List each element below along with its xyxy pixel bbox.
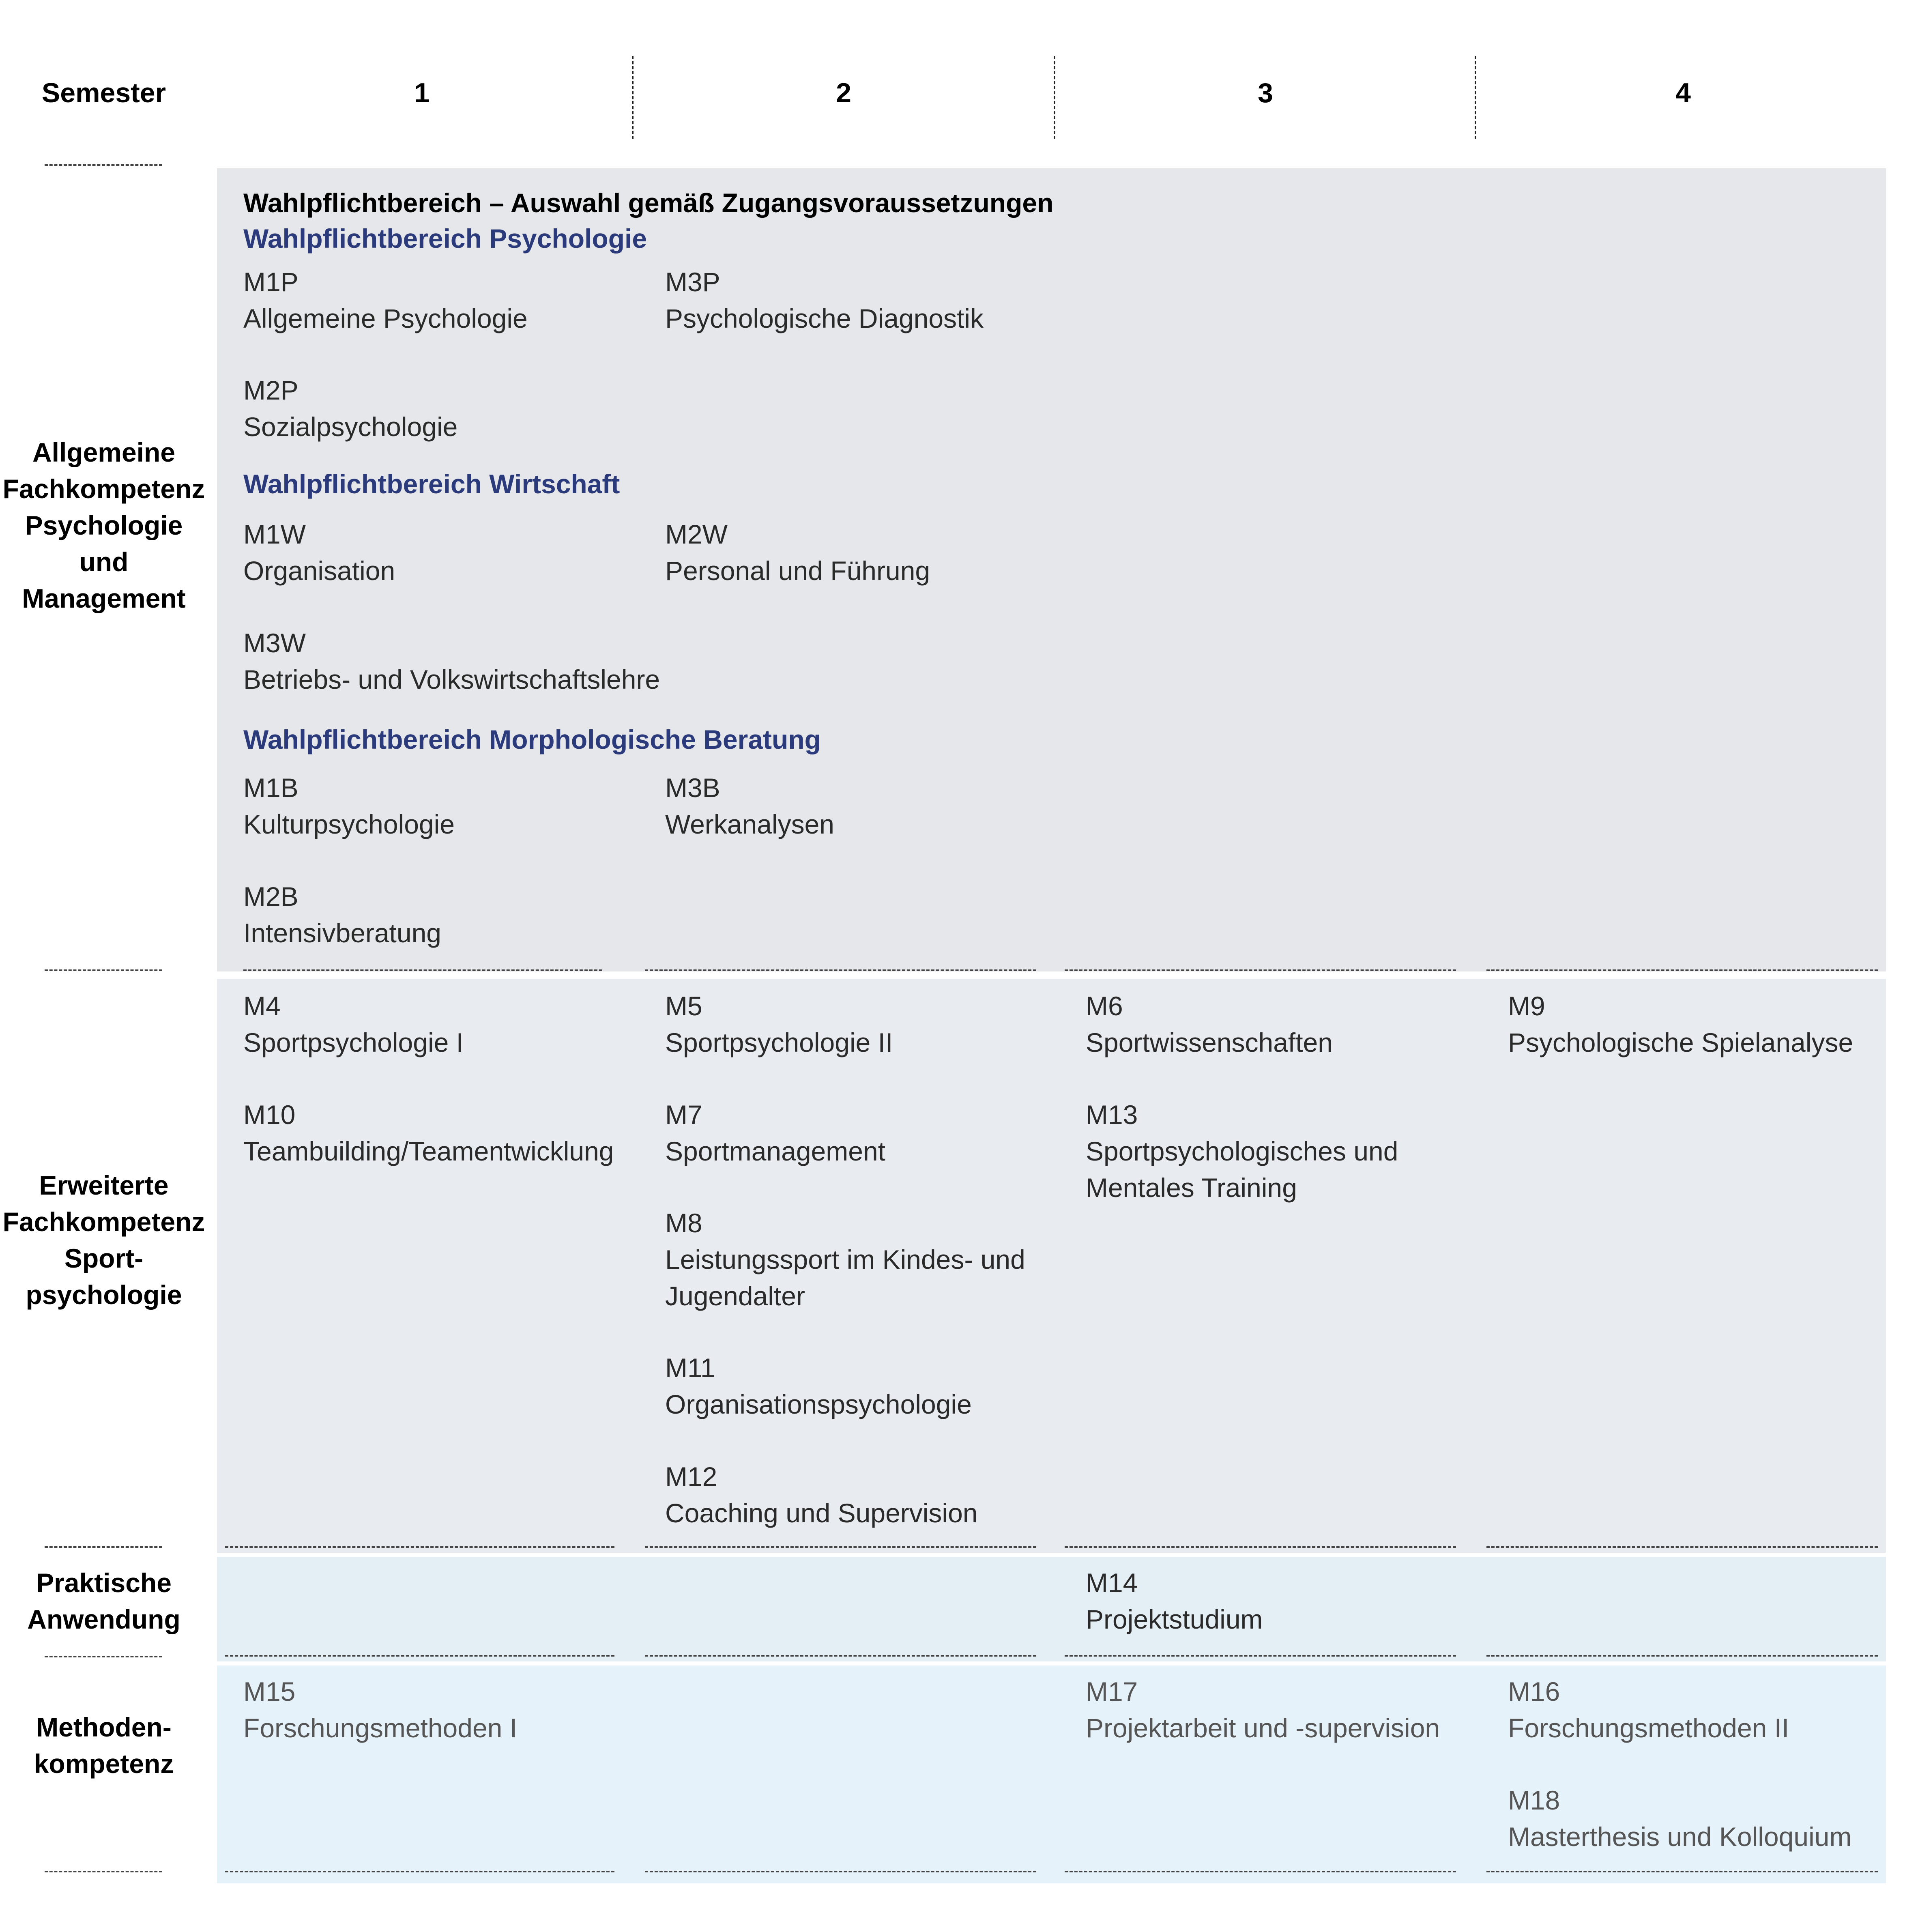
- semester-label: Semester: [41, 77, 166, 108]
- cell-separator: [1065, 1871, 1456, 1872]
- row-label-praktische: Praktische Anwendung: [27, 1568, 180, 1634]
- cell-separator: [1065, 1546, 1456, 1548]
- row-separator: [45, 969, 162, 971]
- module-m13: M13 Sportpsychologisches und Mentales Training: [1086, 1100, 1398, 1203]
- cell-separator: [645, 969, 1036, 971]
- wahlpflicht-title: Wahlpflichtbereich – Auswahl gemäß Zugangsvoraussetzungen: [243, 188, 1054, 218]
- module-m3w: M3W Betriebs- und Volkswirtschaftslehre: [243, 628, 660, 694]
- semester-3: 3: [1258, 77, 1273, 108]
- semester-2: 2: [836, 77, 851, 108]
- cell-separator: [1065, 1655, 1456, 1657]
- cell-separator: [645, 1871, 1036, 1872]
- semester-1: 1: [414, 77, 430, 108]
- module-m1p: M1P Allgemeine Psychologie: [243, 267, 528, 333]
- cell-separator: [645, 1546, 1036, 1548]
- semester-4: 4: [1675, 77, 1691, 108]
- module-m10: M10 Teambuilding/Teamentwicklung: [243, 1100, 614, 1166]
- module-m7: M7 Sportmanagement: [665, 1100, 885, 1166]
- cell-separator: [243, 969, 602, 971]
- heading-psychologie: Wahlpflichtbereich Psychologie: [243, 224, 647, 254]
- module-m3b: M3B Werkanalysen: [665, 773, 834, 839]
- module-m2p: M2P Sozialpsychologie: [243, 375, 458, 442]
- praxis-block: [217, 1557, 1886, 1661]
- row-label-methoden: Methoden- kompetenz: [34, 1712, 174, 1779]
- module-m14: M14 Projektstudium: [1086, 1568, 1263, 1634]
- module-m3p: M3P Psychologische Diagnostik: [665, 267, 984, 333]
- sport-block: [217, 979, 1886, 1553]
- module-m5: M5 Sportpsychologie II: [665, 991, 893, 1057]
- cell-separator: [1486, 1546, 1878, 1548]
- module-m1b: M1B Kulturpsychologie: [243, 773, 455, 839]
- row-separator: [45, 1656, 162, 1657]
- module-m4: M4 Sportpsychologie I: [243, 991, 464, 1057]
- cell-separator: [225, 1546, 614, 1548]
- module-m17: M17 Projektarbeit und -supervision: [1086, 1676, 1440, 1743]
- row-separator: [45, 1871, 162, 1872]
- cell-separator: [1486, 969, 1878, 971]
- cell-separator: [645, 1655, 1036, 1657]
- module-m8: M8 Leistungssport im Kindes- und Jugendalter: [665, 1208, 1025, 1311]
- module-m2b: M2B Intensivberatung: [243, 881, 442, 948]
- module-m18: M18 Masterthesis und Kolloquium: [1508, 1785, 1852, 1852]
- module-m15: M15 Forschungsmethoden I: [243, 1676, 518, 1743]
- row-separator: [45, 164, 162, 166]
- cell-separator: [1486, 1871, 1878, 1872]
- cell-separator: [225, 1871, 614, 1872]
- cell-separator: [1065, 969, 1456, 971]
- module-m12: M12 Coaching und Supervision: [665, 1461, 978, 1528]
- heading-beratung: Wahlpflichtbereich Morphologische Beratung: [243, 724, 821, 754]
- row-separator: [45, 1546, 162, 1548]
- row-label-erweiterte: Erweiterte Fachkompetenz Sport- psychologie: [2, 1170, 205, 1310]
- module-m6: M6 Sportwissenschaften: [1086, 991, 1333, 1057]
- cell-separator: [1486, 1655, 1878, 1657]
- module-m2w: M2W Personal und Führung: [665, 519, 930, 586]
- cell-separator: [225, 1655, 614, 1657]
- module-m11: M11 Organisationspsychologie: [665, 1353, 972, 1419]
- heading-wirtschaft: Wahlpflichtbereich Wirtschaft: [243, 469, 620, 499]
- module-m16: M16 Forschungsmethoden II: [1508, 1676, 1789, 1743]
- row-label-allgemeine: Allgemeine Fachkompetenz Psychologie und Management: [2, 437, 205, 613]
- module-m9: M9 Psychologische Spielanalyse: [1508, 991, 1853, 1057]
- module-m1w: M1W Organisation: [243, 519, 395, 586]
